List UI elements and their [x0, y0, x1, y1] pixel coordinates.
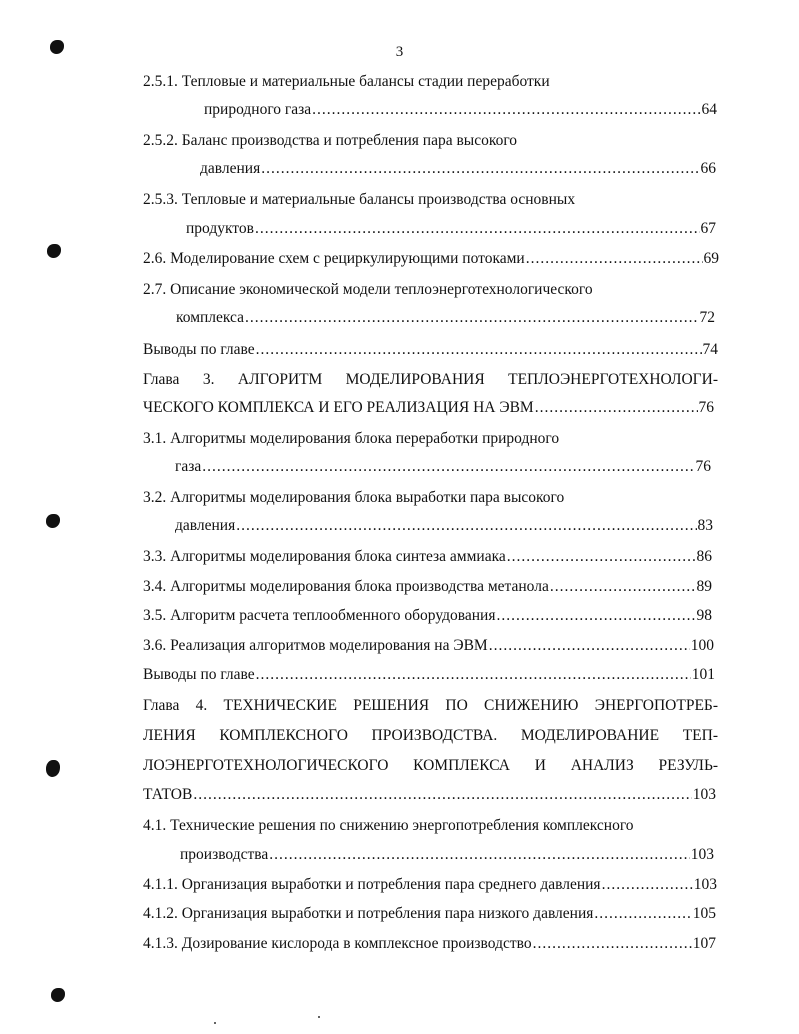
toc-leader-dots [245, 308, 698, 328]
toc-leader-dots [269, 845, 689, 865]
toc-page-number: 72 [699, 309, 715, 326]
toc-entry-title: давления [175, 517, 236, 534]
toc-entry-title: ЛЕНИЯ КОМПЛЕКСНОГО ПРОИЗВОДСТВА. МОДЕЛИРОВАНИЕ ТЕП- [143, 727, 718, 744]
toc-leader-dots [261, 159, 699, 179]
toc-line [180, 845, 714, 865]
toc-page-number: 107 [692, 935, 716, 952]
toc-leader-dots [507, 547, 696, 567]
toc-line [143, 577, 712, 597]
binding-hole [46, 760, 60, 777]
toc-page-number: 67 [700, 220, 716, 237]
toc-page-number: 76 [695, 458, 711, 475]
toc-line [143, 636, 714, 656]
toc-entry-title: 3.1. Алгоритмы моделирования блока переработки природного [143, 430, 560, 447]
toc-line [204, 100, 717, 120]
toc-entry-title: 4.1.1. Организация выработки и потребления пара среднего давления [143, 876, 601, 893]
toc-entry-title: 3.4. Алгоритмы моделирования блока производства метанола [143, 578, 549, 595]
toc-leader-dots [489, 636, 690, 656]
toc-entry-title: давления [200, 160, 261, 177]
toc-entry-title: 2.5.3. Тепловые и материальные балансы производства основных [143, 191, 576, 208]
toc-leader-dots [256, 665, 691, 685]
toc-entry-title: продуктов [186, 220, 254, 237]
toc-page-number: 103 [693, 876, 717, 893]
toc-entry-title: 2.6. Моделирование схем с рециркулирующими потоками [143, 250, 525, 267]
toc-page-number: 76 [698, 399, 714, 416]
toc-line [143, 785, 716, 805]
toc-line [143, 665, 715, 685]
toc-entry-title: 4.1.3. Дозирование кислорода в комплексное производство [143, 935, 532, 952]
page-number: 3 [395, 44, 404, 60]
toc-entry-title: ЛОЭНЕРГОТЕХНОЛОГИЧЕСКОГО КОМПЛЕКСА И АНАЛИЗ РЕЗУЛЬ- [143, 757, 718, 774]
toc-page-number: 98 [696, 607, 712, 624]
toc-line [200, 159, 716, 179]
toc-leader-dots [236, 516, 696, 536]
toc-line [143, 398, 714, 418]
scan-speck [214, 1022, 216, 1024]
toc-page-number: 74 [702, 341, 718, 358]
toc-page-number: 105 [692, 905, 716, 922]
toc-entry-title: 2.7. Описание экономической модели теплоэнерготехнологического [143, 281, 593, 298]
toc-page-number: 89 [696, 578, 712, 595]
toc-leader-dots [526, 249, 703, 269]
toc-page-number: 100 [690, 637, 714, 654]
toc-entry-title: 3.6. Реализация алгоритмов моделирования на ЭВМ [143, 637, 488, 654]
toc-leader-dots [550, 577, 696, 597]
toc-entry-title: 2.5.1. Тепловые и материальные балансы стадии переработки [143, 73, 550, 90]
toc-entry-title: 3.2. Алгоритмы моделирования блока выработки пара высокого [143, 489, 565, 506]
toc-page-number: 66 [700, 160, 716, 177]
toc-entry-title: Глава 3. АЛГОРИТМ МОДЕЛИРОВАНИЯ ТЕПЛОЭНЕРГОТЕХНОЛОГИ- [143, 371, 718, 388]
toc-line [143, 934, 716, 954]
toc-leader-dots [256, 340, 702, 360]
toc-line [186, 219, 716, 239]
toc-leader-dots [496, 606, 695, 626]
toc-page-number: 64 [701, 101, 717, 118]
toc-entry-title: 4.1. Технические решения по снижению энергопотребления комплексного [143, 817, 634, 834]
toc-line [175, 516, 713, 536]
toc-page-number: 103 [692, 786, 716, 803]
toc-leader-dots [535, 398, 698, 418]
toc-entry-title: ТАТОВ [143, 786, 193, 803]
toc-page-number: 86 [696, 548, 712, 565]
toc-line [143, 875, 717, 895]
toc-leader-dots [312, 100, 700, 120]
binding-hole [46, 514, 60, 528]
toc-entry-title: 4.1.2. Организация выработки и потребления пара низкого давления [143, 905, 594, 922]
toc-entry-title: ЧЕСКОГО КОМПЛЕКСА И ЕГО РЕАЛИЗАЦИЯ НА ЭВМ [143, 399, 534, 416]
toc-entry-title: газа [175, 458, 202, 475]
toc-entry-title: Глава 4. ТЕХНИЧЕСКИЕ РЕШЕНИЯ ПО СНИЖЕНИЮ ЭНЕРГОПОТРЕБ- [143, 697, 718, 714]
toc-page-number: 103 [690, 846, 714, 863]
toc-line [143, 904, 716, 924]
toc-entry-title: 3.5. Алгоритм расчета теплообменного оборудования [143, 607, 496, 624]
toc-line [175, 457, 711, 477]
toc-leader-dots [602, 875, 693, 895]
toc-entry-title: Выводы по главе [143, 341, 255, 358]
toc-line [176, 308, 715, 328]
toc-entry-title: природного газа [204, 101, 312, 118]
toc-leader-dots [594, 904, 691, 924]
toc-page-number: 83 [697, 517, 713, 534]
toc-page-number: 101 [691, 666, 715, 683]
toc-entry-title: 3.3. Алгоритмы моделирования блока синтеза аммиака [143, 548, 506, 565]
scan-speck [318, 1016, 320, 1018]
binding-hole [47, 244, 61, 258]
toc-entry-title: Выводы по главе [143, 666, 255, 683]
toc-entry-title: комплекса [176, 309, 245, 326]
binding-hole [51, 988, 65, 1002]
toc-leader-dots [193, 785, 691, 805]
toc-entry-title: 2.5.2. Баланс производства и потребления пара высокого [143, 132, 518, 149]
toc-leader-dots [533, 934, 692, 954]
toc-page-number: 69 [703, 250, 719, 267]
toc-leader-dots [255, 219, 700, 239]
toc-line [143, 249, 719, 269]
toc-line [143, 547, 712, 567]
toc-leader-dots [202, 457, 694, 477]
toc-entry-title: производства [180, 846, 269, 863]
toc-line [143, 606, 712, 626]
toc-line [143, 340, 718, 360]
